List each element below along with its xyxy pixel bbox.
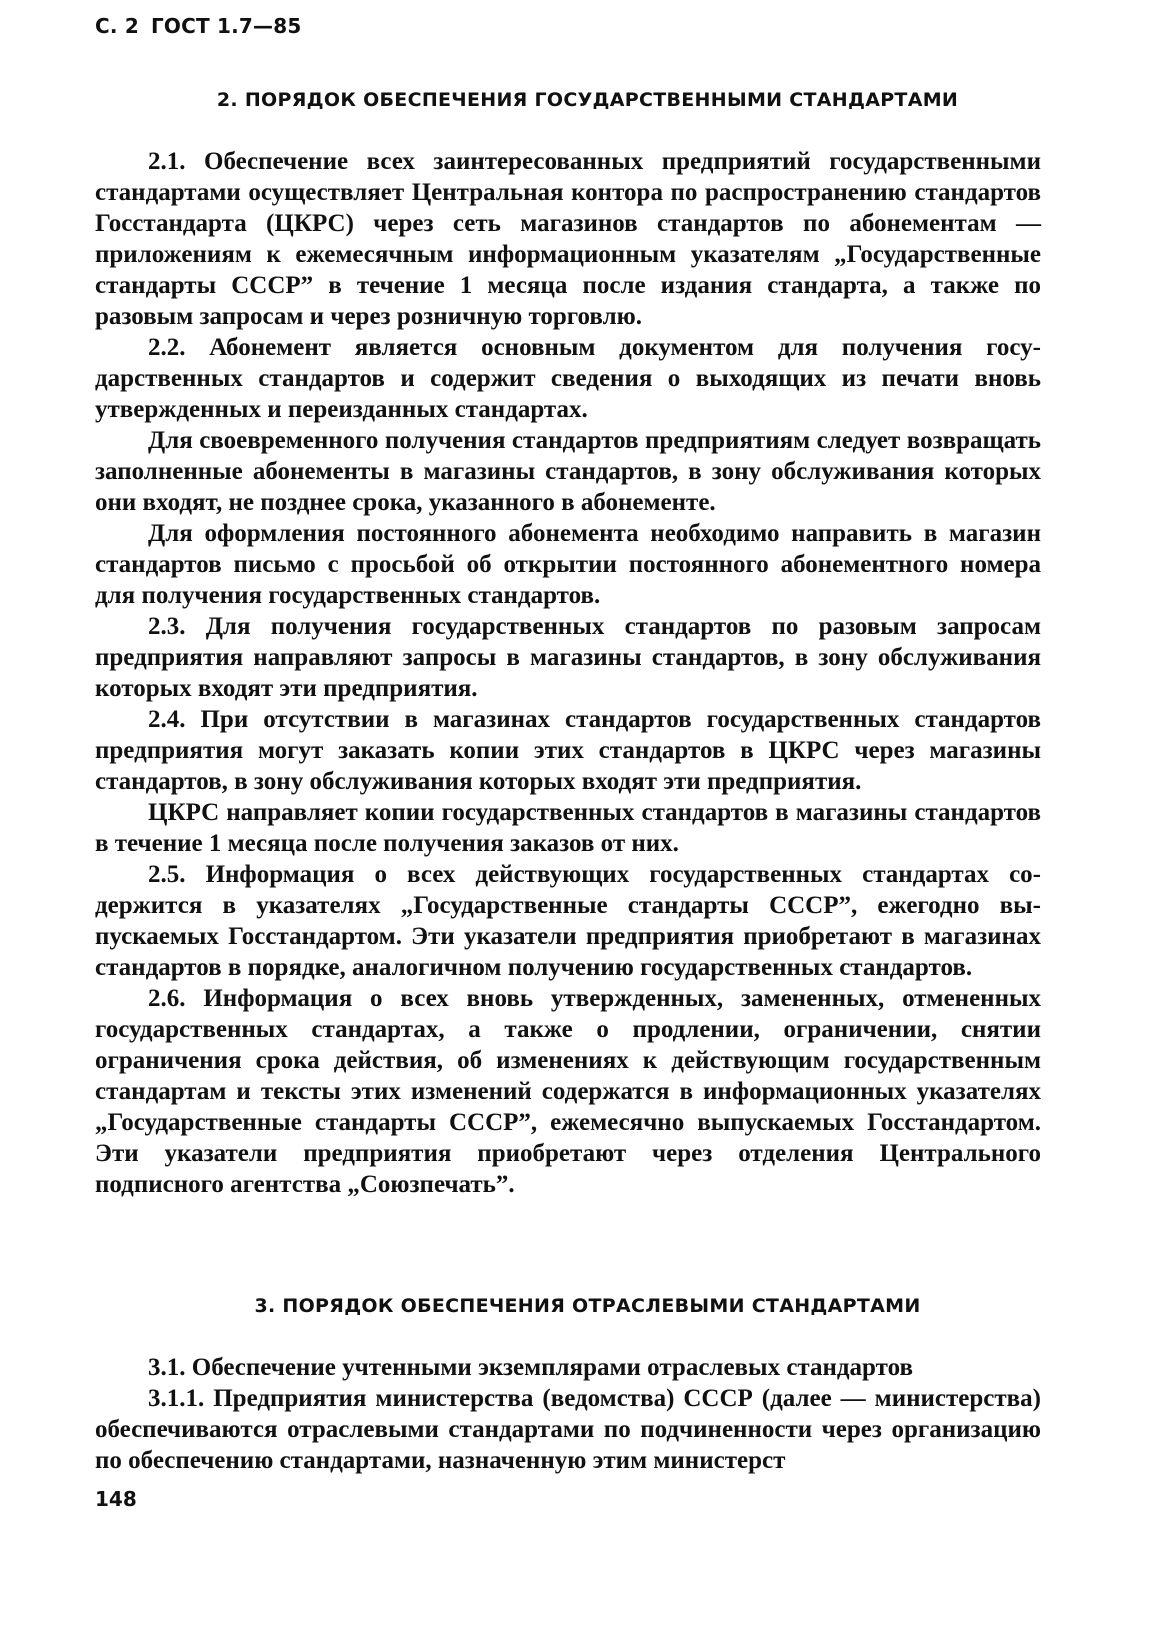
page-number: 148: [95, 1487, 137, 1511]
paragraph-2-4: 2.4. При отсутствии в магазинах стандартов государственных стандартов предприятия могут заказать копии этих стандартов в ЦКРС через магазины стандартов, в зону обслуживания которых входят эти предприятия.: [95, 706, 1041, 795]
section-3-heading: 3. ПОРЯДОК ОБЕСПЕЧЕНИЯ ОТРАСЛЕВЫМИ СТАНДАРТАМИ: [254, 1295, 921, 1317]
page-reference: С. 2: [95, 14, 139, 38]
section-2-heading: 2. ПОРЯДОК ОБЕСПЕЧЕНИЯ ГОСУДАРСТВЕННЫМИ СТАНДАРТАМИ: [216, 89, 959, 111]
paragraph-2-2-permanent: Для оформления постоянного абонемента необходимо направить в магазин стандартов письмо с просьбой об открытии постоянного абонементного номера для получения государственных стандартов.: [95, 520, 1041, 609]
paragraph-2-1: 2.1. Обеспечение всех заинтересованных предприятий государственными стандартами осуществляет Центральная контора по распространению стандартов Госстандарта (ЦКРС) через сеть магазинов стандартов по абонементам — приложениям к ежемесячным информационным указателям „Государственные стандарты СССР” в течение 1 месяца после издания стандарта, а также по разовым запросам и через розничную торговлю.: [95, 148, 1041, 330]
paragraph-2-5: 2.5. Информация о всех действующих государственных стандартах содержится в указателях „Государственные стандарты СССР”, ежегодно выпускаемых Госстандартом. Эти указатели предприятия приобретают в магазинах стандартов в порядке, аналогичном получению государственных стандартов.: [95, 861, 1041, 981]
subsection-3-1-title: 3.1. Обеспечение учтенными экземплярами отраслевых стандартов: [148, 1354, 913, 1381]
document-code: ГОСТ 1.7—85: [150, 14, 302, 38]
paragraph-2-6: 2.6. Информация о всех вновь утвержденных, замененных, отмененных государственных стандартах, а также о продлении, ограничении, снятии ограничения срока действия, об изменениях к действующим государственным стандартам и тексты этих изменений содержатся в информационных указателях „Государственные стандарты СССР”, ежемесячно выпускаемых Госстандартом. Эти указатели предприятия приобретают через отделения Центрального подписного агентства „Союзпечать”.: [95, 985, 1041, 1198]
paragraph-2-4-ckrs: ЦКРС направляет копии государственных стандартов в магазины стандартов в течение 1 месяца после получения заказов от них.: [95, 799, 1041, 857]
running-header: [95, 14, 313, 38]
paragraph-3-1-1: 3.1.1. Предприятия министерства (ведомства) СССР (далее — министерства) обеспечиваются отраслевыми стандартами по подчиненности через организацию по обеспечению стандартами, назначенную этим министерст: [95, 1385, 1041, 1474]
paragraph-2-2: 2.2. Абонемент является основным документом для получения государственных стандартов и содержит сведения о выходящих из печати вновь утвержденных и переизданных стандартах.: [95, 334, 1041, 423]
section-3-body: [95, 1352, 1041, 1476]
section-2-body: [95, 146, 1041, 1200]
paragraph-2-2-timely: Для своевременного получения стандартов предприятиям следует возвращать заполненные абонементы в магазины стандартов, в зону обслуживания которых они входят, не позднее срока, указанного в абонементе.: [95, 427, 1041, 516]
paragraph-2-3: 2.3. Для получения государственных стандартов по разовым запросам предприятия направляют запросы в магазины стандартов, в зону обслуживания которых входят эти предприятия.: [95, 613, 1041, 702]
